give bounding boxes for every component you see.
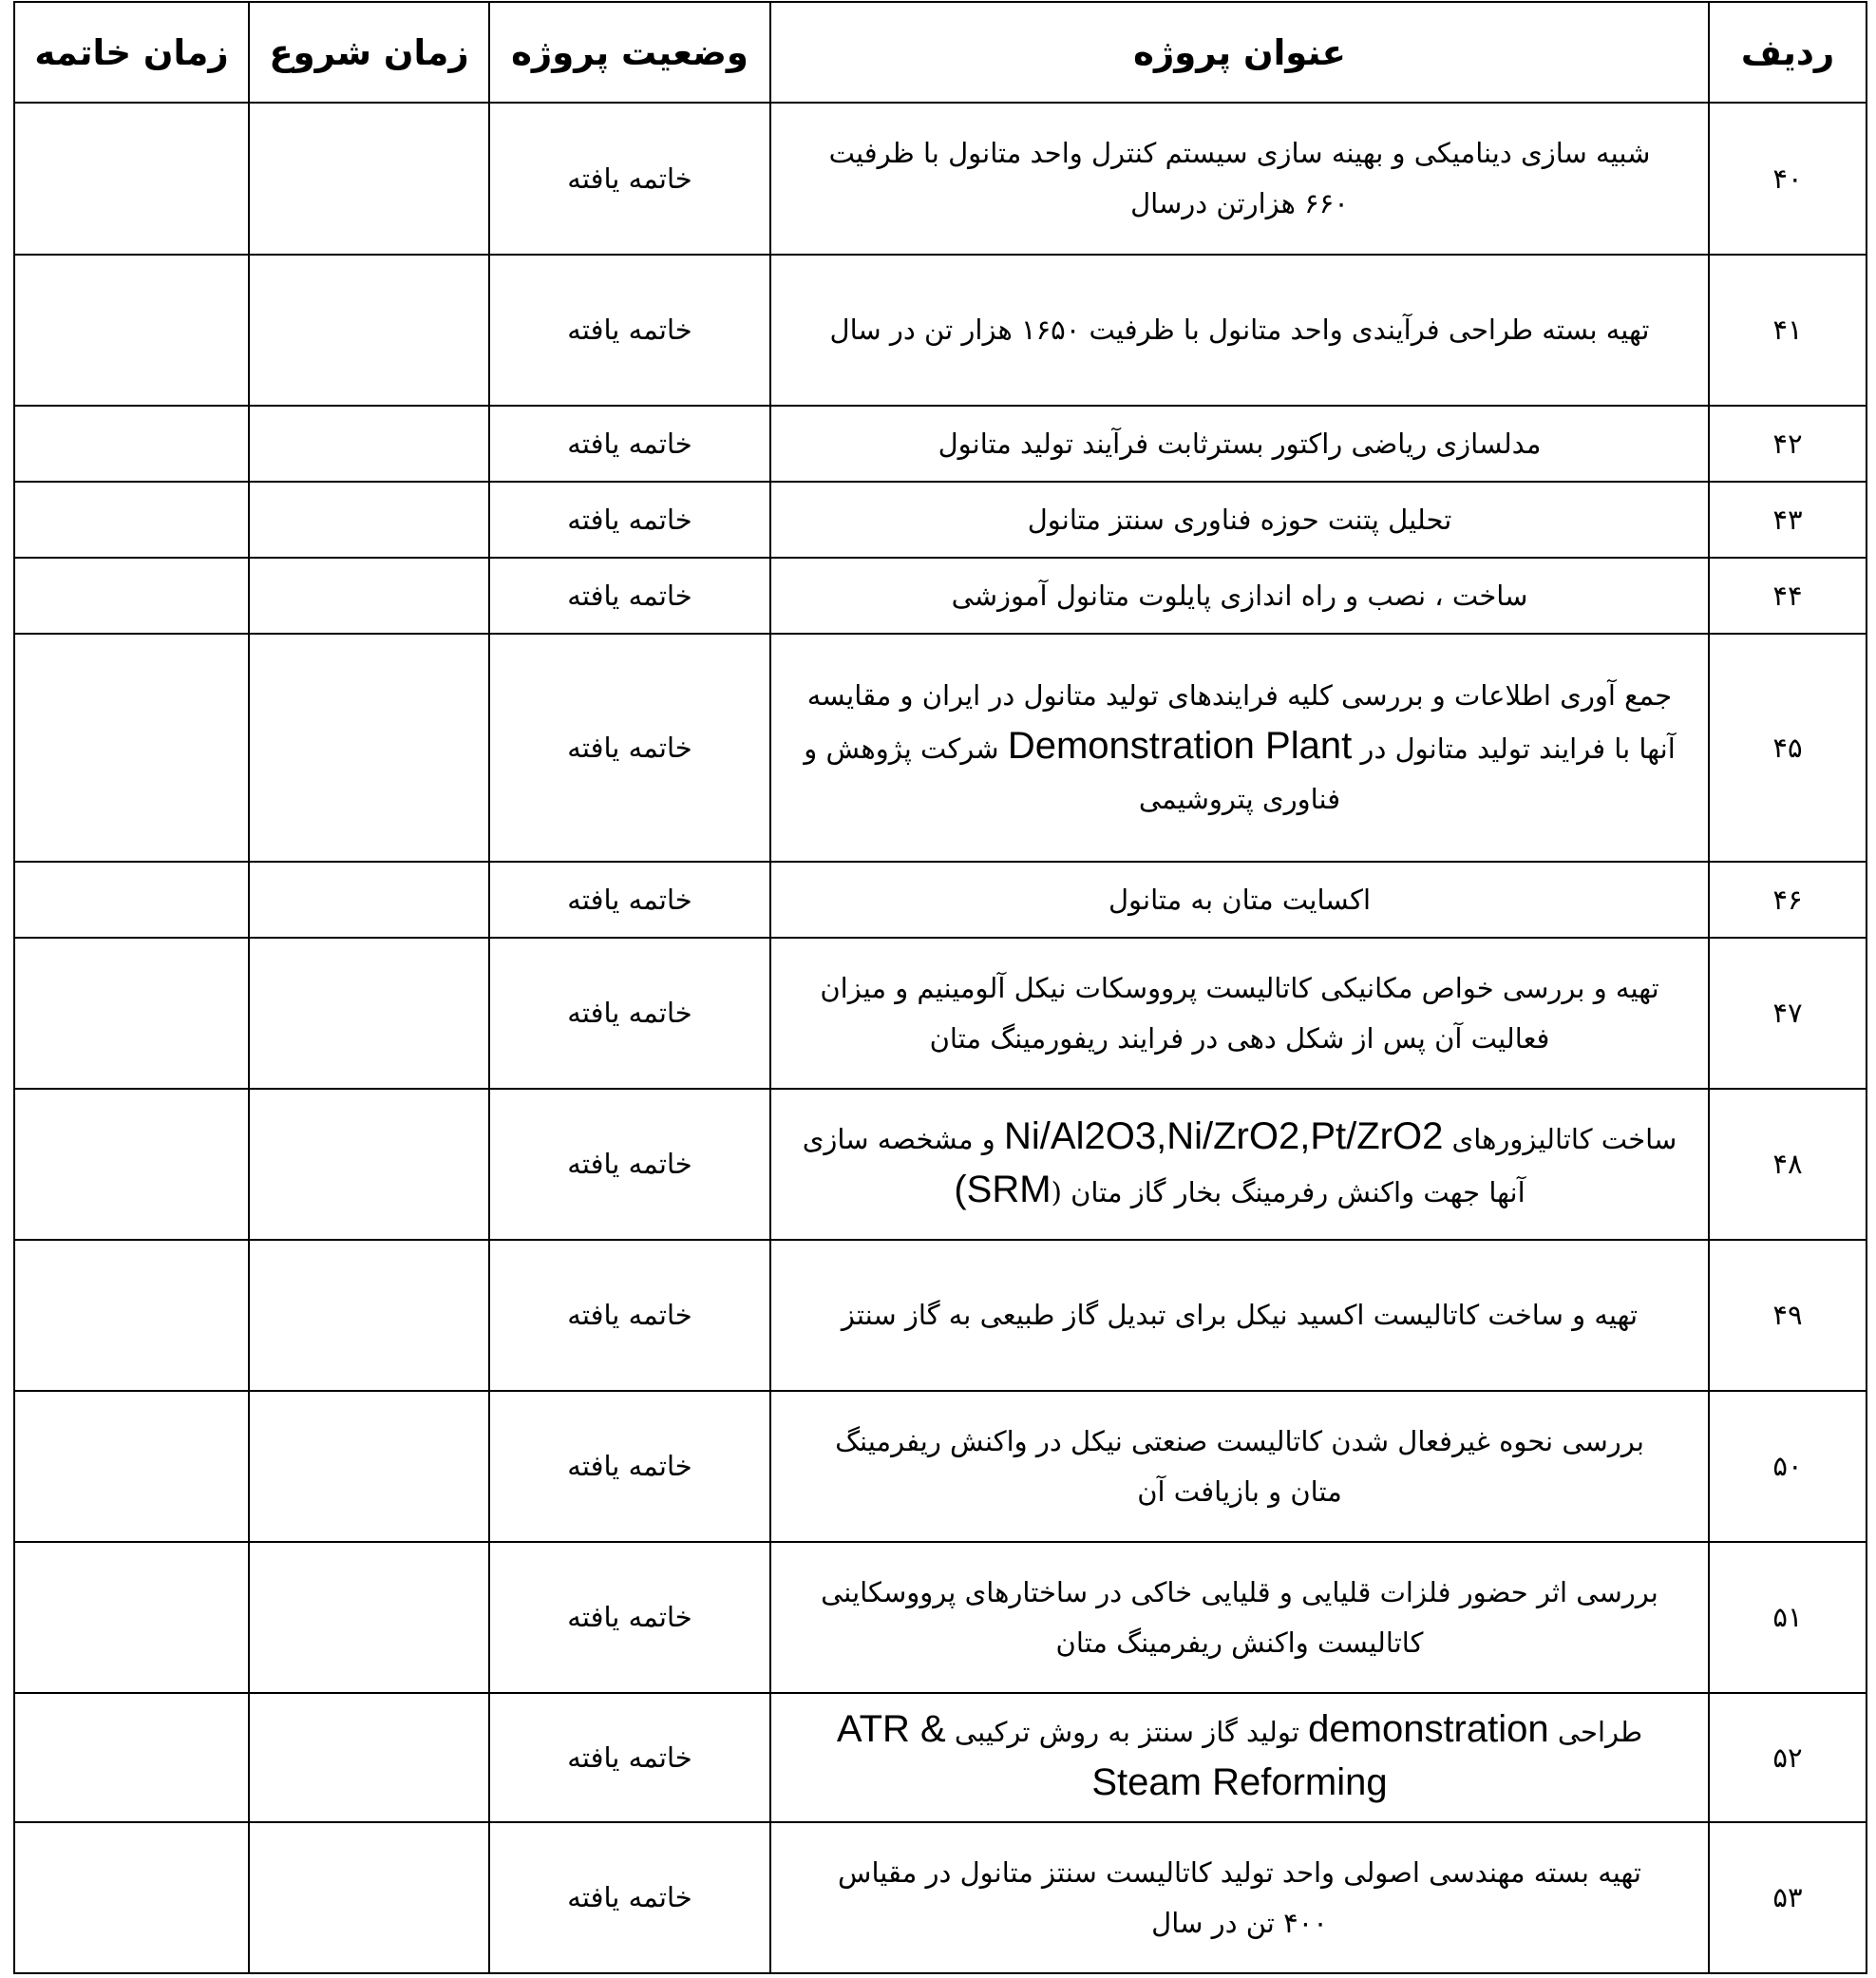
project-status: خاتمه یافته	[489, 558, 770, 634]
start-time	[249, 1542, 489, 1693]
header-title: عنوان پروژه	[770, 2, 1709, 103]
start-time	[249, 482, 489, 558]
project-title: تحلیل پتنت حوزه فناوری سنتز متانول	[770, 482, 1709, 558]
title-latin-text: Demonstration Plant	[1007, 725, 1353, 767]
row-number: ۴۴	[1709, 558, 1867, 634]
project-title: بررسی نحوه غیرفعال شدن کاتالیست صنعتی نیکل در واکنش ریفرمینگ متان و بازیافت آن	[770, 1391, 1709, 1542]
header-start: زمان شروع	[249, 2, 489, 103]
end-time	[14, 103, 249, 255]
title-text: و مشخصه سازی آنها جهت واکنش رفرمینگ بخار گاز متان (	[802, 1122, 1525, 1208]
table-row	[14, 406, 1867, 482]
project-status: خاتمه یافته	[489, 634, 770, 862]
project-title: تهیه و بررسی خواص مکانیکی کاتالیست پرووسکات نیکل آلومینیم و میزان فعالیت آن پس از شکل دهی در فرایند ریفورمینگ متان	[770, 938, 1709, 1089]
start-time	[249, 103, 489, 255]
end-time	[14, 1391, 249, 1542]
title-latin-text: Ni/Al2O3,Ni/ZrO2,Pt/ZrO2	[1004, 1114, 1444, 1157]
header-end: زمان خاتمه	[14, 2, 249, 103]
table-row	[14, 255, 1867, 406]
row-number: ۴۷	[1709, 938, 1867, 1089]
title-text: تولید گاز سنتز به روش ترکیبی	[945, 1716, 1309, 1748]
table-row	[14, 1693, 1867, 1822]
title-text: طراحی	[1548, 1716, 1643, 1748]
end-time	[14, 1089, 249, 1240]
start-time	[249, 938, 489, 1089]
row-number: ۴۱	[1709, 255, 1867, 406]
table-row	[14, 862, 1867, 938]
header-row-no: ردیف	[1709, 2, 1867, 103]
row-number: ۴۸	[1709, 1089, 1867, 1240]
title-text: شرکت پژوهش و فناوری پتروشیمی	[804, 732, 1341, 815]
table-row	[14, 634, 1867, 862]
table-row	[14, 558, 1867, 634]
start-time	[249, 1693, 489, 1822]
project-status: خاتمه یافته	[489, 938, 770, 1089]
project-status: خاتمه یافته	[489, 103, 770, 255]
project-title: ساخت ، نصب و راه اندازی پایلوت متانول آموزشی	[770, 558, 1709, 634]
table-row	[14, 1822, 1867, 1973]
project-status: خاتمه یافته	[489, 255, 770, 406]
project-status: خاتمه یافته	[489, 406, 770, 482]
project-status: خاتمه یافته	[489, 1240, 770, 1391]
start-time	[249, 862, 489, 938]
project-title: بررسی اثر حضور فلزات قلیایی و قلیایی خاکی در ساختارهای پرووسکاینی کاتالیست واکنش ریفرمینگ متان	[770, 1542, 1709, 1693]
row-number: ۴۲	[1709, 406, 1867, 482]
project-title: تهیه و ساخت کاتالیست اکسید نیکل برای تبدیل گاز طبیعی به گاز سنتز	[770, 1240, 1709, 1391]
project-title: تهیه بسته طراحی فرآیندی واحد متانول با ظرفیت ۱۶۵۰ هزار تن در سال	[770, 255, 1709, 406]
project-status: خاتمه یافته	[489, 1693, 770, 1822]
row-number: ۵۰	[1709, 1391, 1867, 1542]
start-time	[249, 558, 489, 634]
end-time	[14, 558, 249, 634]
project-title	[770, 634, 1709, 862]
project-title: اکسایت متان به متانول	[770, 862, 1709, 938]
start-time	[249, 634, 489, 862]
row-number: ۴۰	[1709, 103, 1867, 255]
start-time	[249, 255, 489, 406]
table-row	[14, 482, 1867, 558]
table-row	[14, 103, 1867, 255]
project-title: مدلسازی ریاضی راکتور بسترثابت فرآیند تولید متانول	[770, 406, 1709, 482]
project-status: خاتمه یافته	[489, 1391, 770, 1542]
project-status: خاتمه یافته	[489, 1542, 770, 1693]
row-number: ۴۵	[1709, 634, 1867, 862]
start-time	[249, 1089, 489, 1240]
title-text: جمع آوری اطلاعات و بررسی کلیه فرایندهای تولید متانول در ایران و مقایسه آنها با فرایند تولید متانول در	[806, 679, 1676, 765]
project-title	[770, 1693, 1709, 1822]
row-number: ۴۳	[1709, 482, 1867, 558]
start-time	[249, 1391, 489, 1542]
projects-table	[13, 1, 1867, 1974]
row-number: ۴۹	[1709, 1240, 1867, 1391]
row-number: ۵۱	[1709, 1542, 1867, 1693]
project-status: خاتمه یافته	[489, 1822, 770, 1973]
project-title	[770, 1089, 1709, 1240]
table-row	[14, 938, 1867, 1089]
start-time	[249, 406, 489, 482]
end-time	[14, 482, 249, 558]
title-latin-text: demonstration	[1308, 1708, 1549, 1750]
project-status: خاتمه یافته	[489, 482, 770, 558]
project-title: تهیه بسته مهندسی اصولی واحد تولید کاتالیست سنتز متانول در مقیاس ۴۰۰ تن در سال	[770, 1822, 1709, 1973]
title-latin-text: SRM	[966, 1168, 1052, 1210]
project-status: خاتمه یافته	[489, 862, 770, 938]
end-time	[14, 1693, 249, 1822]
table-row	[14, 1089, 1867, 1240]
end-time	[14, 634, 249, 862]
title-text: )	[954, 1168, 967, 1210]
table-row	[14, 1240, 1867, 1391]
end-time	[14, 938, 249, 1089]
project-status: خاتمه یافته	[489, 1089, 770, 1240]
end-time	[14, 1822, 249, 1973]
start-time	[249, 1822, 489, 1973]
end-time	[14, 255, 249, 406]
end-time	[14, 406, 249, 482]
end-time	[14, 862, 249, 938]
row-number: ۴۶	[1709, 862, 1867, 938]
title-latin-text: ATR & Steam Reforming	[836, 1708, 1388, 1803]
project-title: شبیه سازی دینامیکی و بهینه سازی سیستم کنترل واحد متانول با ظرفیت ۶۶۰ هزارتن درسال	[770, 103, 1709, 255]
start-time	[249, 1240, 489, 1391]
table-row	[14, 1391, 1867, 1542]
table-header-row	[14, 2, 1867, 103]
row-number: ۵۲	[1709, 1693, 1867, 1822]
end-time	[14, 1542, 249, 1693]
table-row	[14, 1542, 1867, 1693]
title-text: ساخت کاتالیزورهای	[1443, 1122, 1677, 1155]
end-time	[14, 1240, 249, 1391]
header-status: وضعیت پروژه	[489, 2, 770, 103]
row-number: ۵۳	[1709, 1822, 1867, 1973]
